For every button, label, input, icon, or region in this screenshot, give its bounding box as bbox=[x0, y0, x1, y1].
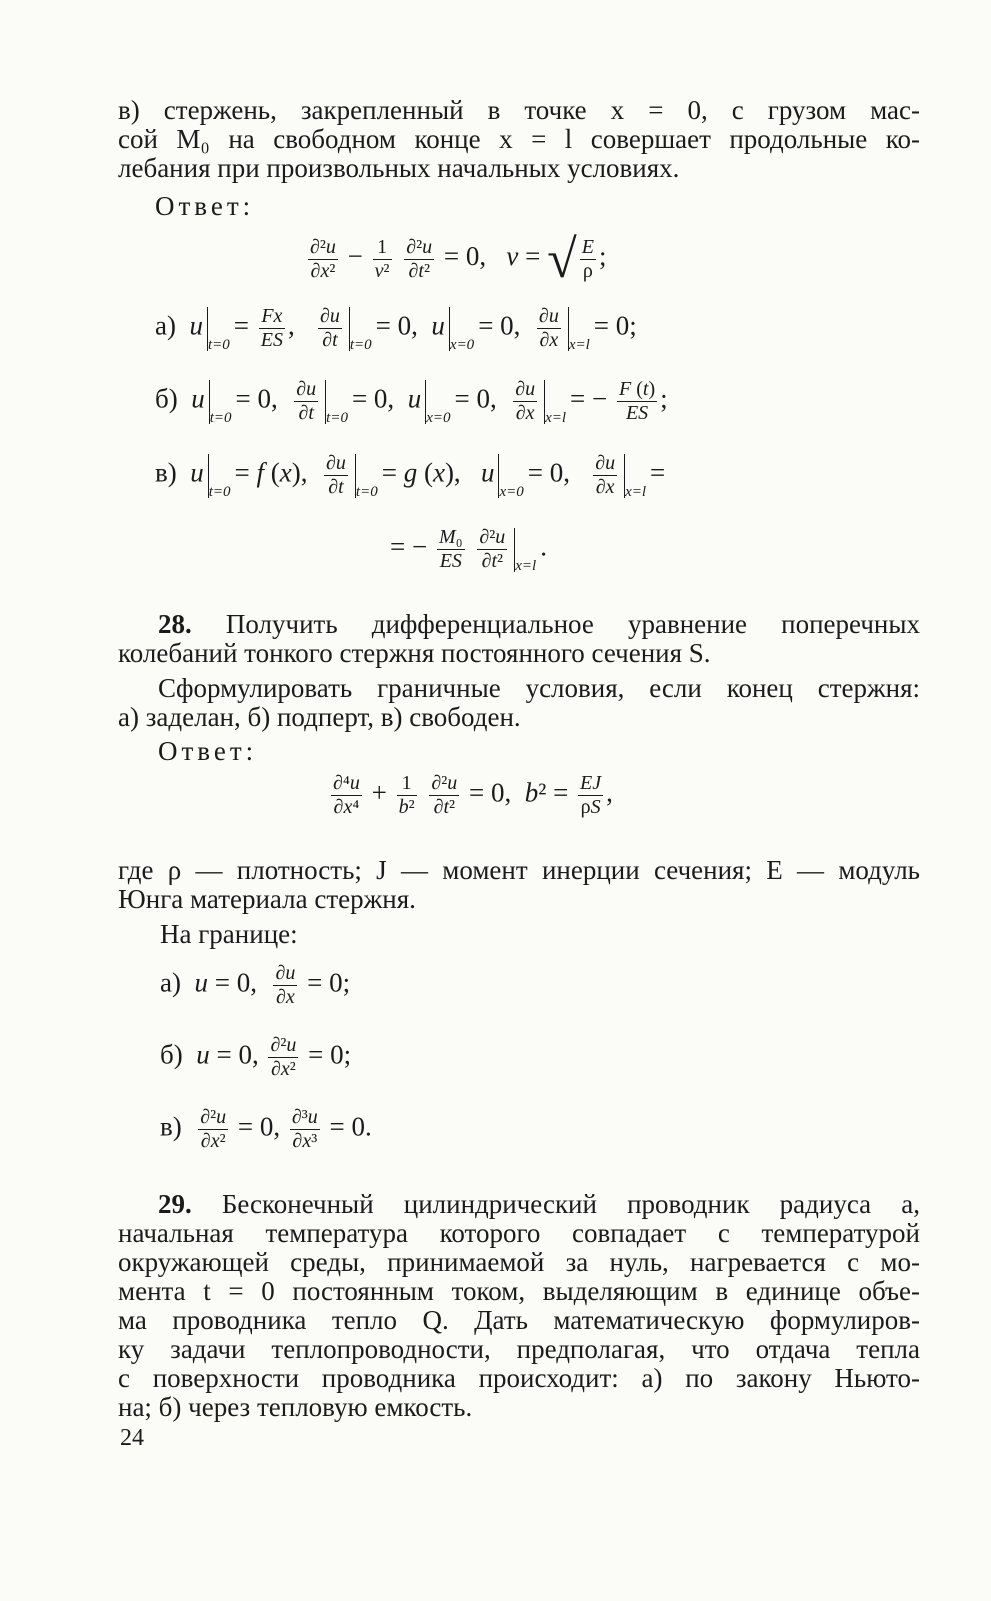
text-line: сой M₀ на свободном конце x = l совершает продольные ко- bbox=[118, 124, 920, 154]
text-line: лебания при произвольных начальных условиях. bbox=[118, 153, 680, 183]
text-line: в) стержень, закрепленный в точке x = 0, с грузом мас- bbox=[118, 95, 920, 125]
problem-29 bbox=[118, 1190, 920, 1422]
problem-number: 28. bbox=[158, 609, 192, 639]
boundary-condition-v: в) $\frac{\text{∂²u}}{\text{∂x²}}$ = 0, $\frac{\text{∂³u}}{\text{∂x³}}$ = 0. bbox=[160, 1106, 372, 1152]
intro-paragraph bbox=[118, 96, 920, 183]
text-line: начальная температура которого совпадает с температурой bbox=[118, 1218, 920, 1248]
text-line: ку задачи теплопроводности, предполагая, что отдача тепла bbox=[118, 1334, 920, 1364]
problem-28 bbox=[118, 610, 920, 732]
text-line: колебаний тонкого стержня постоянного сечения S. bbox=[118, 638, 711, 668]
equation-case-v-line2: = − $\frac{\text{M₀}}{ES}$ $\frac{\text{∂²u}}{\text{∂t²}}$ $_{x=l}$. bbox=[390, 526, 547, 574]
text-line: мента t = 0 постоянным током, выделяющим в единице объе- bbox=[118, 1276, 920, 1306]
problem-number: 29. bbox=[158, 1189, 192, 1219]
text-line: Юнга материала стержня. bbox=[118, 884, 416, 914]
equation-wave: $\frac{\text{∂²u}}{\text{∂x²}}$ − $\frac{1}{\text{v²}}$ $\frac{\text{∂²u}}{\text{∂t²}}$ = 0, v = √ $\frac{E}{\rho}$ ; bbox=[310, 229, 607, 289]
text-line: на; б) через тепловую емкость. bbox=[118, 1392, 473, 1422]
boundary-condition-b: б) u = 0, $\frac{\text{∂²u}}{\text{∂x²}}$ = 0; bbox=[160, 1034, 352, 1080]
text-line: Получить дифференциальное уравнение поперечных bbox=[225, 609, 920, 639]
equation-beam: $\frac{\text{∂⁴u}}{\text{∂x⁴}}$ + $\frac{1}{\text{b²}}$ $\frac{\text{∂²u}}{\text{∂t²}}$ = 0, b² = $\frac{EJ}{\rho S}$ , bbox=[333, 772, 613, 818]
text-line: где ρ — плотность; J — момент инерции сечения; E — модуль bbox=[118, 855, 920, 885]
boundary-condition-a: а) u = 0, $\frac{\partial u}{\partial x}$ = 0; bbox=[160, 962, 351, 1008]
text-line: Бесконечный цилиндрический проводник радиуса a, bbox=[221, 1189, 921, 1219]
answer-label: Ответ: bbox=[155, 191, 255, 221]
text-line: а) заделан, б) подперт, в) свободен. bbox=[118, 702, 521, 732]
text-line: окружающей среды, принимаемой за нуль, нагревается с мо- bbox=[118, 1247, 920, 1277]
equation-case-b: б) $u_{t=0}= 0$, $\frac{\partial u}{\partial t}$ $_{t=0}$= 0, $u_{x=0}= 0$, $\frac{\partial u}{\partial x}$ $_{x=l}$= − $\frac{F (t)}{ES}$ ; bbox=[155, 378, 668, 426]
text-line: Сформулировать граничные условия, если конец стержня: bbox=[158, 673, 920, 703]
page-number: 24 bbox=[120, 1425, 144, 1451]
text-line: с поверхности проводника происходит: а) по закону Ньюто- bbox=[118, 1363, 920, 1393]
boundary-label: На границе: bbox=[160, 919, 298, 949]
equation-case-a: а) $u_{t=0}=$ $\frac{Fx}{ES}$ , $\frac{\partial u}{\partial t}$ $_{t=0}$= 0, $u_{x=0}= 0$, $\frac{\partial u}{\partial x}$ $_{x=l}$= 0; bbox=[155, 305, 637, 353]
answer-label: Ответ: bbox=[158, 736, 258, 766]
text-line: ма проводника тепло Q. Дать математическую формулиров- bbox=[118, 1305, 920, 1335]
equation-case-v-line1: в) $u_{t=0}= f$ (x), $\frac{\partial u}{\partial t}$ $_{t=0}$= g (x), $u_{x=0}= 0$, $\frac{\partial u}{\partial x}$ $_{x=l}$= bbox=[155, 452, 666, 500]
where-paragraph bbox=[118, 856, 920, 914]
